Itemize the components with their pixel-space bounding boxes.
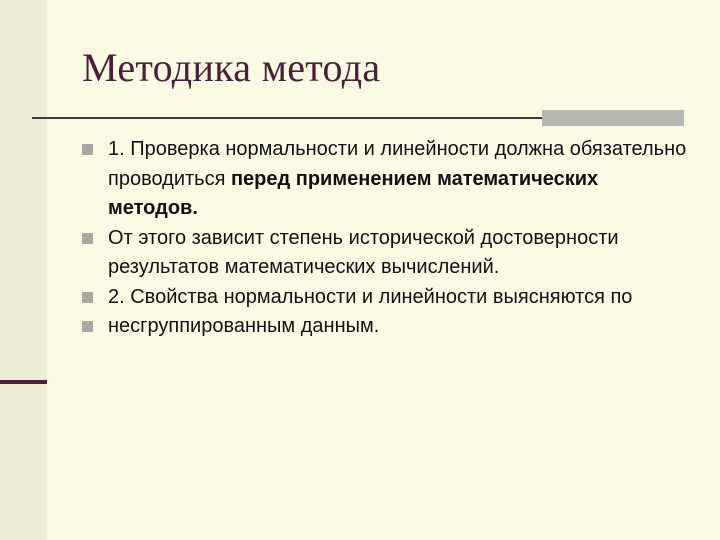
bullet-item-2 [82, 224, 692, 283]
bullet-item-4 [82, 312, 692, 342]
square-bullet-icon [82, 321, 93, 332]
square-bullet-icon [82, 292, 93, 303]
bullet-list [82, 135, 692, 342]
bullet-4-text: несгруппированным данным. [108, 315, 380, 337]
slide-title: Методика метода [82, 45, 381, 90]
accent-block [542, 110, 684, 126]
bullet-2-text: От этого зависит степень исторической достоверности результатов математических вычислений. [108, 226, 619, 278]
left-decor-stripe [0, 380, 47, 384]
bullet-1-text: 1. Проверка нормальности и линейности должна обязательно проводиться [108, 138, 687, 190]
bullet-item-3 [82, 283, 692, 313]
bullet-item-1 [82, 135, 692, 224]
square-bullet-icon [82, 233, 93, 244]
square-bullet-icon [82, 144, 93, 155]
bullet-3-text: 2. Свойства нормальности и линейности выясняются по [108, 285, 633, 308]
bullet-1-emphasis: перед применением математических методов. [108, 167, 599, 219]
left-decor-band [0, 0, 47, 540]
